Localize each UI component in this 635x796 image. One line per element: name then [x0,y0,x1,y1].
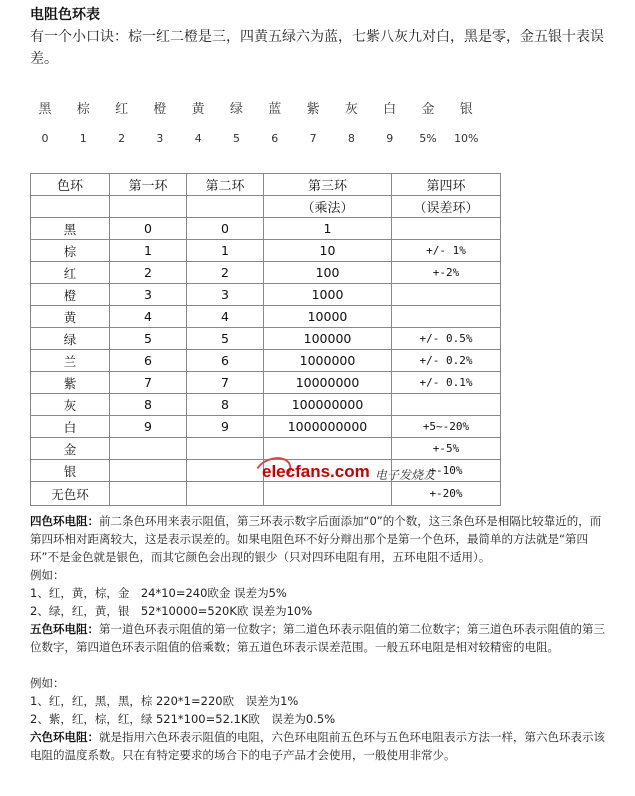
table-cell: 100000000 [264,394,392,416]
table-cell [392,218,501,240]
color-digit-item: 4 [194,132,202,145]
table-cell [187,482,264,506]
six-band-label: 六色环电阻： [30,730,99,744]
color-name-item: 金 [421,102,435,117]
color-code-table [30,173,501,506]
table-cell: +-10% [392,460,501,482]
table-cell: 6 [187,350,264,372]
table-cell: +/- 0.2% [392,350,501,372]
table-cell [110,438,187,460]
table-cell: 紫 [31,372,110,394]
table-cell [187,196,264,218]
table-row [31,372,501,394]
table-cell: 10000 [264,306,392,328]
table-cell: 棕 [31,240,110,262]
color-name-item: 黄 [191,102,205,117]
table-cell [110,482,187,506]
six-band-text: 就是指用六色环表示阻值的电阻，六色环电阻前五色环与五色环电阻表示方法一样，第六色环表示该电阻的温度系数。只在有特定要求的场合下的电子产品才会使用，一般使用非常少。 [30,730,605,762]
color-names-row [28,98,588,118]
table-cell: +/- 0.1% [392,372,501,394]
table-cell: 兰 [31,350,110,372]
color-name-item: 棕 [76,102,90,117]
color-name-item: 白 [383,102,397,117]
page-title: 电阻色环表 [30,7,100,23]
color-digit-item: 7 [309,132,317,145]
table-cell: +/- 0.5% [392,328,501,350]
table-cell: 红 [31,262,110,284]
table-cell: 绿 [31,328,110,350]
table-cell: 1 [187,240,264,262]
table-cell: 黄 [31,306,110,328]
table-row [31,482,501,506]
watermark-text: elecfans.com [262,462,370,481]
table-cell: 100000 [264,328,392,350]
four-band-label: 四色环电阻： [30,514,99,528]
table-cell [264,438,392,460]
color-name-item: 银 [459,102,473,117]
table-cell: 银 [31,460,110,482]
table-cell: 白 [31,416,110,438]
table-row [31,328,501,350]
table-cell: （误差环） [392,196,501,218]
table-cell: 0 [187,218,264,240]
color-name-item: 蓝 [268,102,282,117]
table-cell: 黑 [31,218,110,240]
table-cell: +5~-20% [392,416,501,438]
four-band-paragraph [30,512,610,566]
table-cell: 9 [110,416,187,438]
table-subheader-row [31,196,501,218]
table-row [31,218,501,240]
five-band-example-1: 1、红，红，黑，黑，棕 220*1=220欧 误差为1% [30,694,299,708]
five-band-paragraph [30,620,610,656]
table-row [31,240,501,262]
table-row [31,394,501,416]
four-band-example-label: 例如： [30,568,65,582]
table-cell: 第四环 [392,174,501,196]
table-cell [31,196,110,218]
five-band-example-label: 例如： [30,676,65,690]
color-digit-item: 10% [454,132,479,145]
five-band-example-2: 2、紫，红，棕，红，绿 521*100=52.1K欧 误差为0.5% [30,712,336,726]
four-band-example-2: 2、绿，红，黄，银 52*10000=520K欧 误差为10% [30,604,313,618]
table-row [31,262,501,284]
table-row [31,284,501,306]
table-cell [392,306,501,328]
table-cell: 2 [187,262,264,284]
table-cell: 1 [110,240,187,262]
table-cell: 第一环 [110,174,187,196]
table-cell: 10000000 [264,372,392,394]
table-cell: 1000000 [264,350,392,372]
table-cell: +-2% [392,262,501,284]
color-name-item: 黑 [38,102,52,117]
table-cell: 5 [187,328,264,350]
table-cell: 色环 [31,174,110,196]
color-digit-item: 5% [419,132,437,145]
color-digit-item: 5 [233,132,240,145]
color-name-item: 绿 [229,102,243,117]
table-cell [110,460,187,482]
table-cell: 100 [264,262,392,284]
table-cell: 3 [187,284,264,306]
table-cell: 9 [187,416,264,438]
color-name-item: 灰 [344,102,358,117]
table-header-row [31,174,501,196]
table-cell: 7 [110,372,187,394]
four-band-text: 前二条色环用来表示阻值，第三环表示数字后面添加“0”的个数，这三条色环是相隔比较靠近的，而第四环相对距离较大，这是表示误差的。如果电阻色环不好分辩出那个是第一个色环，最简单的方法就是“第四环”不是金色就是银色，而其它颜色会出现的银少（只对四环电阻有用，五环电阻不适用）。 [30,514,602,564]
table-cell: 7 [187,372,264,394]
table-cell [187,438,264,460]
table-cell: 第三环 [264,174,392,196]
table-row [31,416,501,438]
color-digit-item: 9 [386,132,394,145]
color-name-item: 红 [115,102,129,117]
table-cell: 2 [110,262,187,284]
table-cell: 金 [31,438,110,460]
table-cell: 1000 [264,284,392,306]
table-cell: +-20% [392,482,501,506]
four-band-example-1: 1、红，黄，棕，金 24*10=240欧金 误差为5% [30,586,287,600]
table-cell: 0 [110,218,187,240]
table-cell: （乘法） [264,196,392,218]
table-cell: 灰 [31,394,110,416]
table-cell: 5 [110,328,187,350]
table-cell: 1000000000 [264,416,392,438]
table-cell: 3 [110,284,187,306]
table-cell: +-5% [392,438,501,460]
color-digit-item: 6 [271,132,279,145]
color-digit-item: 3 [156,132,164,145]
table-cell: 6 [110,350,187,372]
color-digit-item: 2 [118,132,126,145]
color-name-item: 橙 [153,102,167,117]
table-row [31,350,501,372]
table-cell: 8 [187,394,264,416]
table-cell: 4 [110,306,187,328]
five-band-text: 第一道色环表示阻值的第一位数字；第二道色环表示阻值的第二位数字；第三道色环表示阻值的第三位数字，第四道色环表示阻值的倍乘数；第五道色环表示误差范围。一般五环电阻是相对较精密的电阻。 [30,622,605,654]
mnemonic-text: 有一个小口诀：棕一红二橙是三，四黄五绿六为蓝，七紫八灰九对白，黑是零，金五银十表误差。 [30,29,604,67]
table-cell [392,394,501,416]
table-row [31,438,501,460]
table-cell [187,460,264,482]
table-cell: 10 [264,240,392,262]
color-digit-item: 8 [347,132,355,145]
color-digits-row [28,132,588,152]
table-cell [110,196,187,218]
five-band-label: 五色环电阻： [30,622,99,636]
six-band-paragraph [30,728,610,764]
table-cell: +/- 1% [392,240,501,262]
table-cell: 橙 [31,284,110,306]
color-name-item: 紫 [306,102,320,117]
table-cell: 4 [187,306,264,328]
table-row [31,306,501,328]
table-cell: 1 [264,218,392,240]
color-digit-item: 0 [41,132,49,145]
table-cell: 8 [110,394,187,416]
watermark-cn-text: 电子发烧友 [375,468,436,482]
table-cell [392,284,501,306]
color-digit-item: 1 [79,132,87,145]
table-cell: 无色环 [31,482,110,506]
table-cell [264,482,392,506]
table-cell: 第二环 [187,174,264,196]
